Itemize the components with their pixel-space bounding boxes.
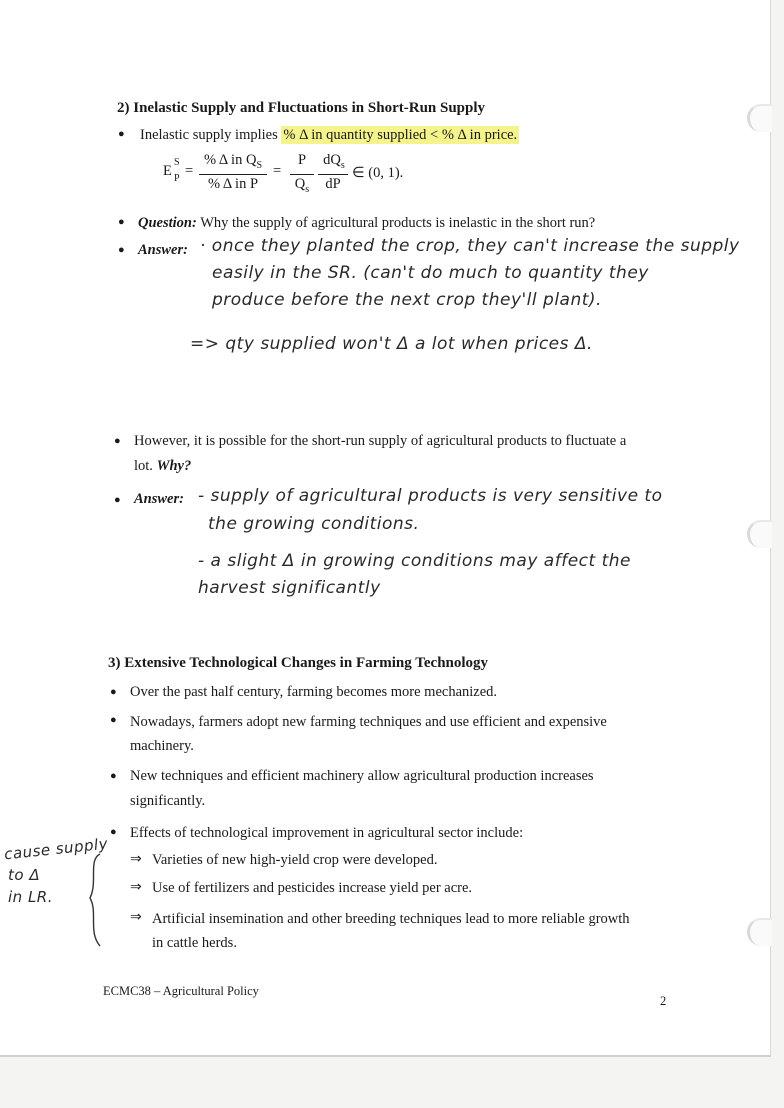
frac2-numerator: P: [297, 152, 307, 168]
section2-heading: 2) Inelastic Supply and Fluctuations in Short-Run Supply: [117, 100, 486, 116]
why-label: Why?: [156, 458, 192, 474]
frac3-numerator: $dQ_s$: [323, 152, 345, 171]
formula-equals-2: =: [273, 163, 282, 179]
formula-e: E: [163, 163, 172, 179]
section3-bullet-2-cont: machinery.: [130, 738, 194, 754]
frac1-bar: [199, 174, 267, 175]
inelastic-bullet: [140, 125, 519, 145]
bullet-dot: ●: [118, 128, 125, 140]
handwritten-answer2-line-2: the growing conditions.: [208, 514, 420, 534]
page-number: 2: [660, 994, 667, 1008]
handwritten-answer-line-2: easily in the SR. (can't do much to quantity they: [212, 263, 649, 283]
effect-2: Use of fertilizers and pesticides increase yield per acre.: [152, 880, 473, 896]
bullet-dot: ●: [114, 435, 121, 447]
frac1-denominator: % Δ in P: [207, 176, 259, 192]
highlighted-definition: % Δ in quantity supplied < % Δ in price.: [283, 127, 518, 143]
frac1-numerator: % Δ in $Q_S$: [204, 152, 262, 171]
frac3-denominator: dP: [325, 176, 341, 192]
question-label: Question:: [138, 215, 197, 231]
answer2-label: Answer:: [134, 491, 184, 507]
margin-note-line-1: cause supply: [3, 834, 109, 864]
elasticity-formula: [163, 152, 423, 198]
margin-note-line-3: in LR.: [8, 888, 53, 906]
bullet-dot: ●: [118, 244, 125, 256]
section3-bullet-2: Nowadays, farmers adopt new farming techniques and use efficient and expensive: [130, 714, 607, 730]
punch-hole-bottom: [747, 918, 772, 946]
implies-arrow-icon: ⇒: [130, 880, 142, 895]
section3-heading: 3) Extensive Technological Changes in Farming Technology: [108, 655, 489, 671]
handwritten-answer-line-4: => qty supplied won't Δ a lot when prices Δ.: [190, 334, 593, 354]
handwritten-answer-line-3: produce before the next crop they'll plant).: [212, 290, 602, 310]
effect-3-cont: in cattle herds.: [152, 935, 237, 951]
however-line-1: However, it is possible for the short-run supply of agricultural products to fluctuate a: [134, 433, 627, 449]
bullet-dot: ●: [110, 770, 117, 782]
punch-hole-top: [747, 104, 772, 132]
bullet-dot: ●: [110, 686, 117, 698]
frac3-bar: [318, 174, 348, 175]
effect-1: Varieties of new high-yield crop were developed.: [152, 852, 438, 868]
bullet-dot: ●: [118, 216, 125, 228]
formula-e-sup: S: [174, 157, 180, 168]
bullet-dot: ●: [110, 826, 117, 838]
frac2-bar: [290, 174, 314, 175]
bullet-dot: ●: [114, 494, 121, 506]
formula-range: ∈ (0, 1).: [352, 165, 404, 181]
handwritten-answer2-line-1: - supply of agricultural products is very sensitive to: [198, 486, 663, 506]
implies-arrow-icon: ⇒: [130, 910, 142, 925]
section3-bullet-4: Effects of technological improvement in agricultural sector include:: [130, 825, 524, 841]
handwritten-brace-icon: [84, 852, 106, 948]
formula-equals: =: [185, 163, 194, 179]
however-line-2: lot. Why?: [134, 458, 192, 474]
handwritten-answer-line-1: · once they planted the crop, they can't increase the supply: [200, 236, 740, 256]
inelastic-text: Inelastic supply implies: [140, 127, 278, 143]
handwritten-answer2-line-4: harvest significantly: [198, 578, 381, 598]
question-text: Why the supply of agricultural products is inelastic in the short run?: [200, 215, 596, 231]
section3-bullet-1: Over the past half century, farming becomes more mechanized.: [130, 684, 498, 700]
effect-3: Artificial insemination and other breeding techniques lead to more reliable growth: [152, 911, 630, 927]
frac2-denominator: $Q_s$: [294, 176, 310, 195]
punch-hole-middle: [747, 520, 772, 548]
section3-bullet-3: New techniques and efficient machinery allow agricultural production increases: [130, 768, 594, 784]
formula-e-sub: P: [174, 173, 180, 184]
handwritten-answer2-line-3: - a slight Δ in growing conditions may affect the: [198, 551, 631, 571]
question-line: [138, 213, 595, 233]
implies-arrow-icon: ⇒: [130, 852, 142, 867]
footer-course: ECMC38 – Agricultural Policy: [103, 984, 259, 998]
section3-bullet-3-cont: significantly.: [130, 793, 206, 809]
margin-note-line-2: to Δ: [8, 866, 41, 884]
bullet-dot: ●: [110, 714, 117, 726]
answer-label: Answer:: [138, 242, 188, 258]
